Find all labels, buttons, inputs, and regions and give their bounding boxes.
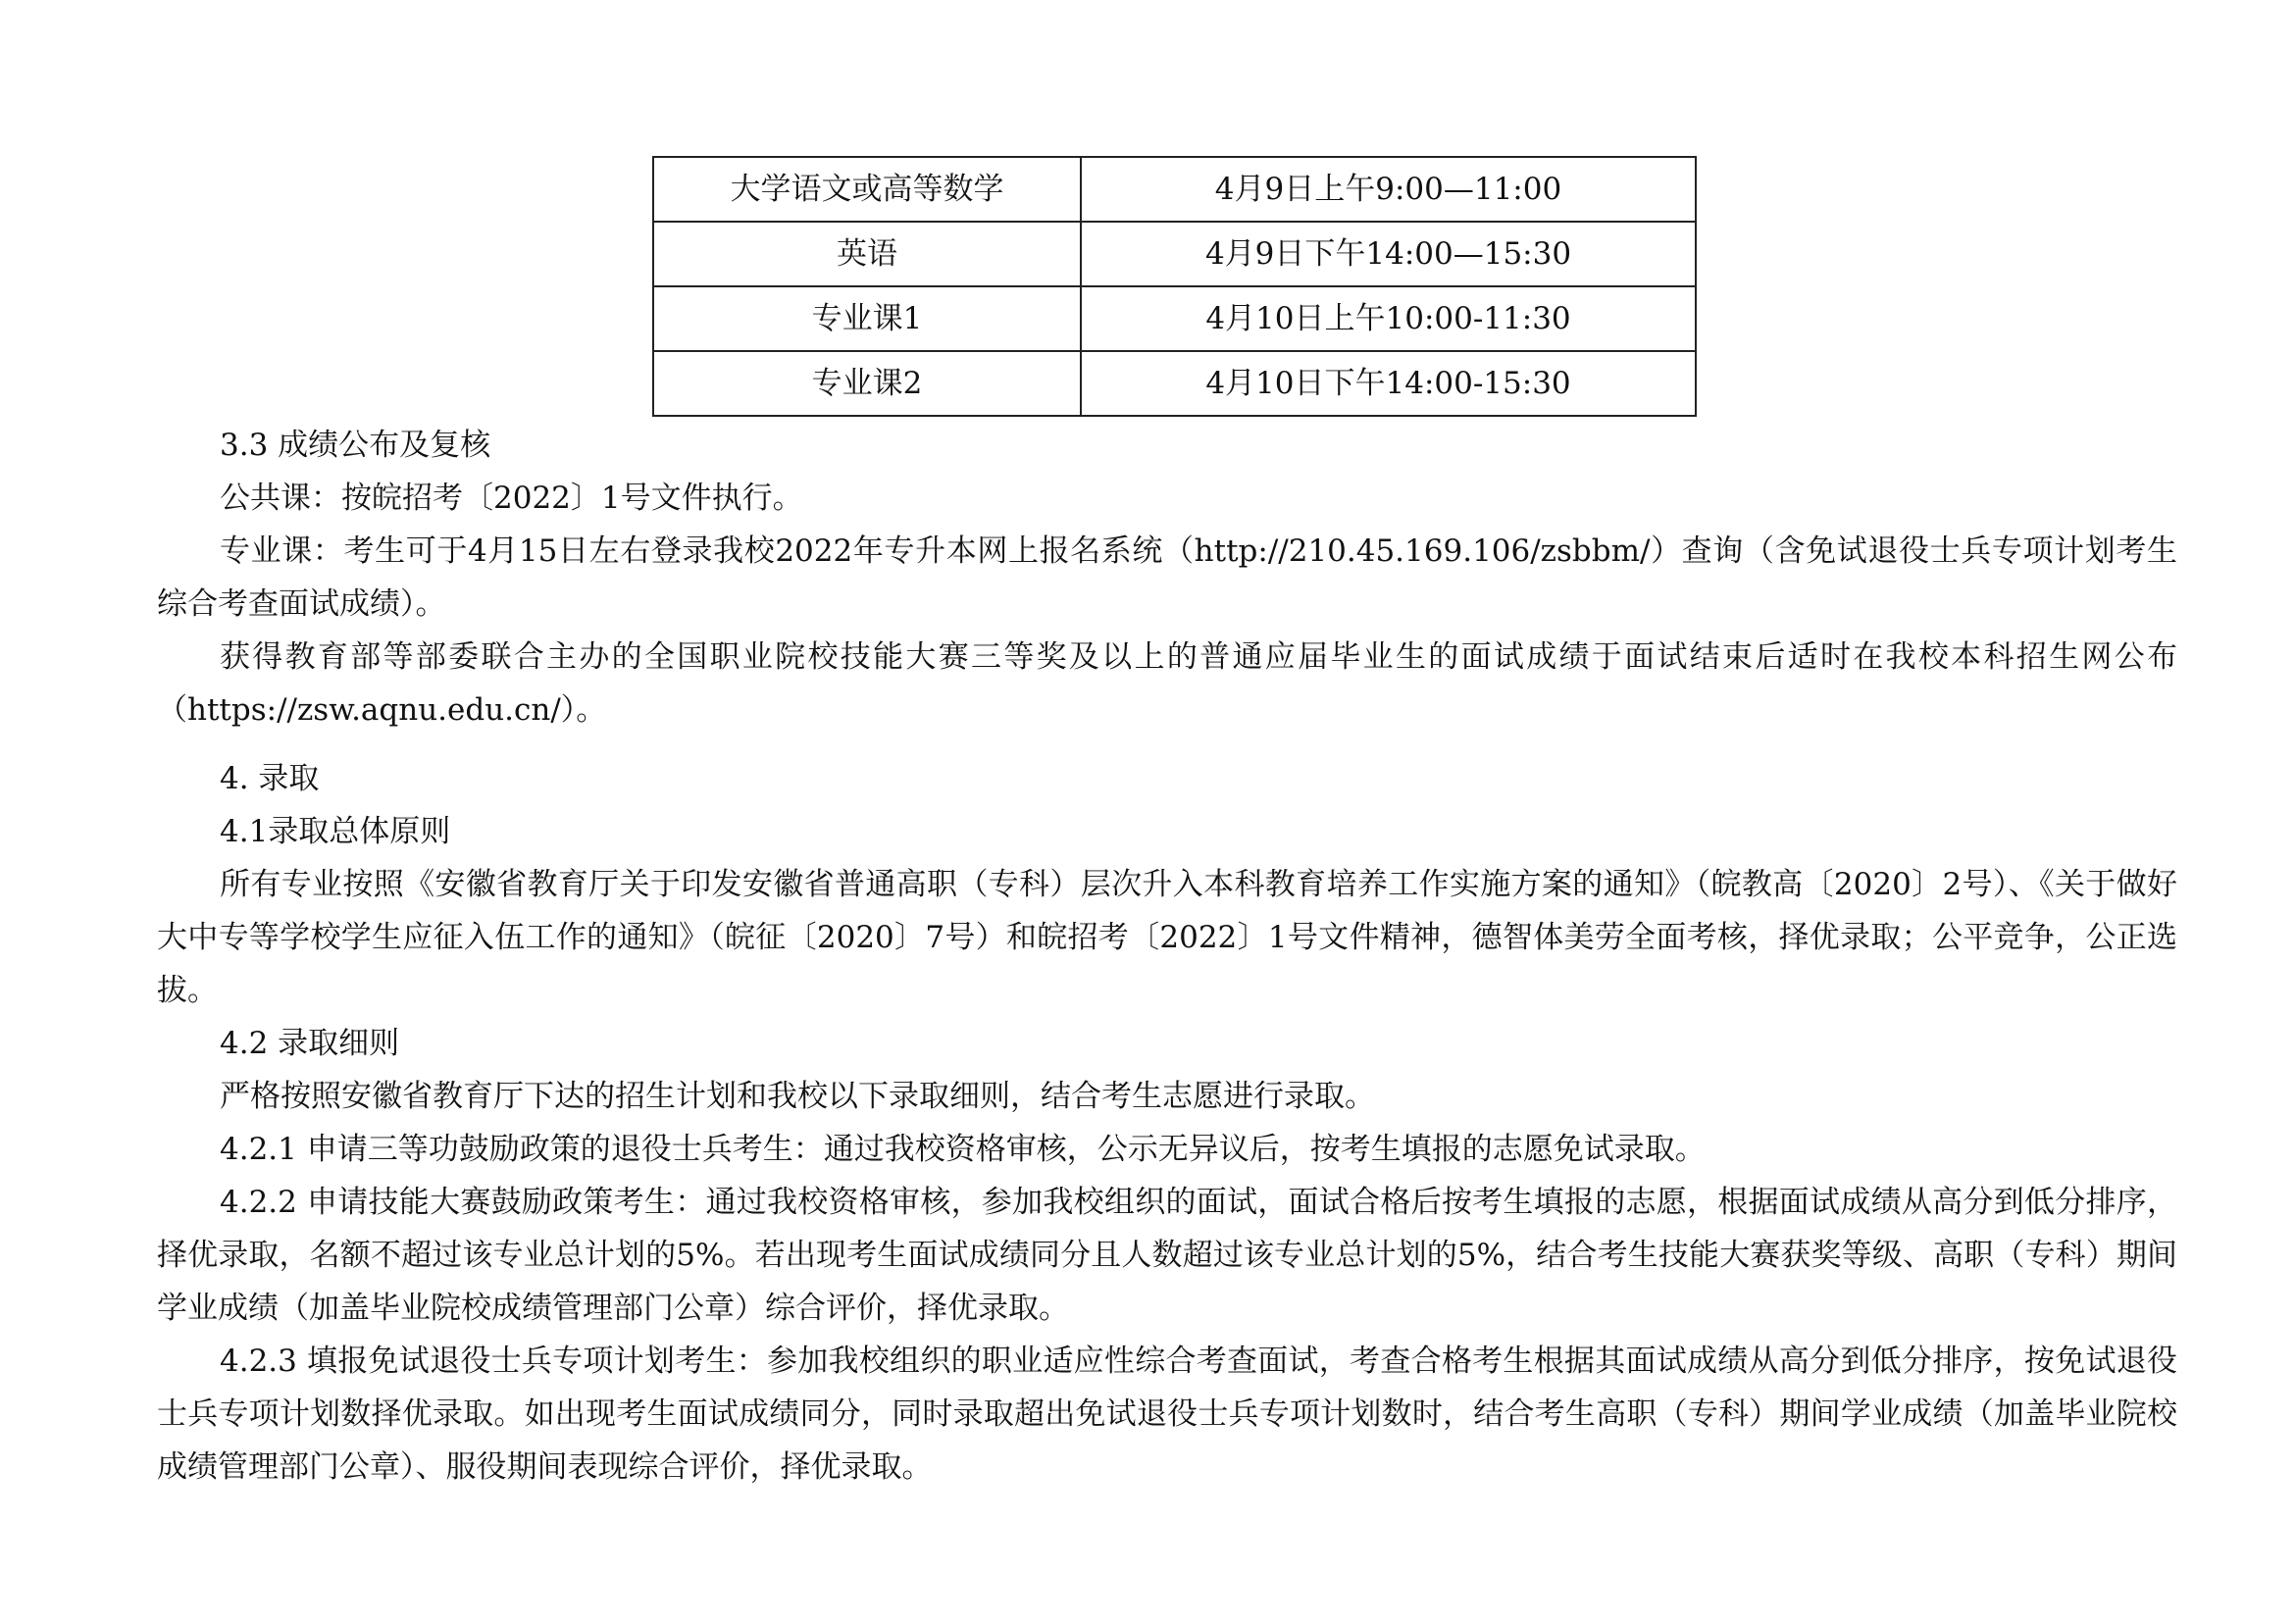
admission-rules-paragraph: 严格按照安徽省教育厅下达的招生计划和我校以下录取细则，结合考生志愿进行录取。 xyxy=(220,1079,1375,1114)
subject-cell: 英语 xyxy=(653,222,1081,286)
exam-schedule-table xyxy=(652,156,1697,417)
subject-cell: 专业课1 xyxy=(653,286,1081,351)
time-cell: 4月9日上午9:00—11:00 xyxy=(1081,157,1696,222)
section-4-2-heading: 4.2 录取细则 xyxy=(220,1026,400,1061)
table-row xyxy=(653,222,1696,286)
rule-4-2-3-paragraph: 4.2.3 填报免试退役士兵专项计划考生：参加我校组织的职业适应性综合考查面试，考查合格考生根据其面试成绩从高分到低分排序，按免试退役士兵专项计划数择优录取。如出现考生面试成绩同分，同时录取超出免试退役士兵专项计划数时，结合考生高职（专科）期间学业成绩（加盖毕业院校成绩管理部门公章）、服役期间表现综合评价，择优录取。 xyxy=(157,1344,2177,1485)
section-4-heading: 4. 录取 xyxy=(220,761,320,796)
table-row xyxy=(653,351,1696,416)
subject-cell: 大学语文或高等数学 xyxy=(653,157,1081,222)
section-4-1-heading: 4.1录取总体原则 xyxy=(220,814,451,849)
subject-cell: 专业课2 xyxy=(653,351,1081,416)
major-course-paragraph: 专业课：考生可于4月15日左右登录我校2022年专升本网上报名系统（http://210.45.169.106/zsbbm/）查询（含免试退役士兵专项计划考生综合考查面试成绩）。 xyxy=(157,533,2177,622)
rule-4-2-1-paragraph: 4.2.1 申请三等功鼓励政策的退役士兵考生：通过我校资格审核，公示无异议后，按考生填报的志愿免试录取。 xyxy=(220,1132,1706,1167)
table-row xyxy=(653,286,1696,351)
general-principle-paragraph: 所有专业按照《安徽省教育厅关于印发安徽省普通高职（专科）层次升入本科教育培养工作实施方案的通知》（皖教高〔2020〕2号）、《关于做好大中专等学校学生应征入伍工作的通知》（皖征〔2020〕7号）和皖招考〔2022〕1号文件精神，德智体美劳全面考核，择优录取；公平竞争，公正选拔。 xyxy=(157,867,2177,1008)
time-cell: 4月10日上午10:00-11:30 xyxy=(1081,286,1696,351)
rule-4-2-2-paragraph: 4.2.2 申请技能大赛鼓励政策考生：通过我校资格审核，参加我校组织的面试，面试合格后按考生填报的志愿，根据面试成绩从高分到低分排序，择优录取，名额不超过该专业总计划的5%。若出现考生面试成绩同分且人数超过该专业总计划的5%，结合考生技能大赛获奖等级、高职（专科）期间学业成绩（加盖毕业院校成绩管理部门公章）综合评价，择优录取。 xyxy=(157,1185,2177,1326)
time-cell: 4月9日下午14:00—15:30 xyxy=(1081,222,1696,286)
section-3-3-heading: 3.3 成绩公布及复核 xyxy=(220,428,491,463)
body-text xyxy=(157,419,2177,1494)
table-row xyxy=(653,157,1696,222)
skills-award-paragraph: 获得教育部等部委联合主办的全国职业院校技能大赛三等奖及以上的普通应届毕业生的面试成绩于面试结束后适时在我校本科招生网公布（https://zsw.aqnu.edu.cn/）。 xyxy=(157,639,2177,728)
time-cell: 4月10日下午14:00-15:30 xyxy=(1081,351,1696,416)
public-course-paragraph: 公共课：按皖招考〔2022〕1号文件执行。 xyxy=(220,481,803,516)
